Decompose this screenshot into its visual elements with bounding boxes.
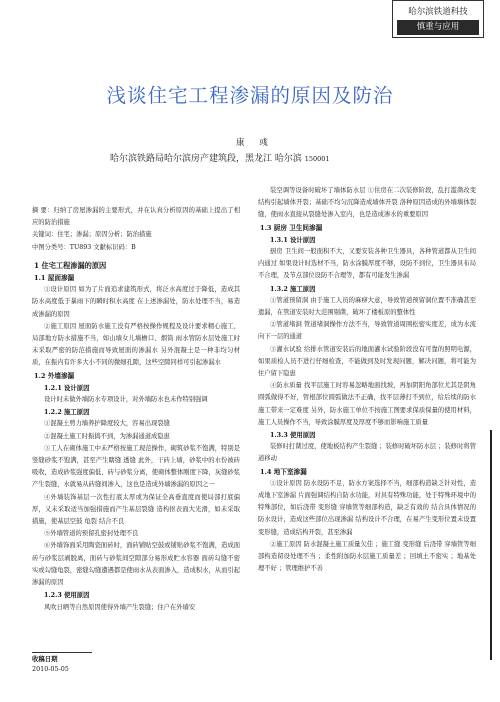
body-paragraph: ③灌水试验 给排水管道安装后的地面灌水试验阶段没有可靠的照明电源，如果质检人员不进行仔细检查，不能做到及时发现问题，解决问题，将可能为住户留下隐患 (258, 345, 476, 378)
section-heading: 1.2.1 设计原因 (44, 383, 90, 392)
body-paragraph: ②施工原因 屋面防水施工没有严格按操作规程及设计要求精心施工，局部地方防水措施不当，如山墙女儿墙檐口、烟筒 雨水管防水层处施工时未采取严密的防范措施而导致屋面的渗漏水 另外混凝土是一种非均匀材质，在振内有许多大小不同的微细孔隙，这些空隙同样可引起渗漏水 (32, 322, 240, 367)
journal-name: 哈尔滨铁道科技 (408, 7, 468, 17)
section-heading: 1.3.2 施工原因 (270, 284, 316, 293)
body-paragraph: 装修时打凿过度，使地板结构产生裂缝 ；装修时破坏防水层 ；装修时将管道移动 (258, 443, 476, 463)
section-heading: 1.2 外墙渗漏 (34, 371, 75, 380)
section-heading: 1.3 厨房 卫生间渗漏 (260, 223, 323, 232)
body-paragraph: 风吹日晒等自然原因使得外墙产生裂缝；住户在外墙安 (44, 603, 196, 611)
section-heading: 1.4 地下室渗漏 (260, 467, 307, 476)
abstract-text: 摘 要：归纳了房屋渗漏的主要形式，并在认真分析原因的基础上提出了相应的防治措施 (32, 207, 240, 227)
journal-section-bar: 慎重与应用 (397, 20, 479, 35)
author-affiliation (110, 151, 330, 164)
body-paragraph: 厨房 卫生间一般面积不大，又要安装各种卫生器具，各种管道都从卫生间内通过 如果设计时选材不当，防水涂膜厚度不够，设防不到位，卫生器具布局不合理，及节点部位设防不合理等，都有可能发生渗漏 (258, 248, 476, 280)
abstract-block (32, 205, 240, 254)
journal-header-box (392, 0, 484, 38)
body-paragraph: 装空调等设备时破坏了墙体防水层 ①住房在二次装修阶段，乱打滥凿改变结构引起墙体开裂；基础不均匀沉降造成墙体开裂 洛种原因造成的外墙墙体裂缝，使雨水直接从裂缝处渗入室内，也是造成渗水的重要原因 (258, 187, 476, 219)
right-column (258, 185, 476, 576)
author-name: 康 彧 (236, 138, 274, 148)
section-heading: 1.3.1 设计原因 (270, 235, 316, 244)
affiliation-text: 哈尔滨铁路局哈尔滨房产建筑段，黑龙江 哈尔滨 (110, 154, 302, 164)
body-paragraph: ③工人在砌体施工中未严格按施工现范操作，砌筑砂浆不饱满，特别是竖缝砂浆不饱满，甚至产生瞎缝 透缝 此外，干砖上墙，砂浆中的水份被砖吸收，造成砂浆强度偏低，砖与砂浆分离，使砌体整体刚度下降，灰缝砂浆产生裂缝，水就易从砖缝间渗入，这也是造成外墙渗漏的原因之一 (32, 444, 240, 489)
body-paragraph: ②施工原因 防水混凝土施工质量欠佳 ；施工缝 变形缝 后浇带 穿墙管等细部构造留设处理不当 ；柔性附加防水层施工质量差 ；回填土不密实 ；地基处理不好 ；管理维护不善 (258, 540, 476, 573)
body-paragraph: 设计时未做外墙防水专项设计，对外墙防水也未作特别强调 (44, 396, 208, 404)
body-paragraph: ④外墙装饰基层一次性打底太厚或为保证全高垂直度而使局部打底偏厚，又未采取适当加强措施而产生基层裂缝 造构抠表面大光滑，如未采取措施，使基层空鼓 龟裂 结合不良 (32, 493, 240, 526)
body-paragraph: ④防水质量 找平层施工时容易忽略地面找坡，再加阴阳角部位尤其是阴角圆弧做得不好，管根部位圆弧做法不正确，找平层薄打不到位，给后续的防水施工带来一定难度 另外，防水施工单位不按施工图要求保质保量的使用材料，施工人员操作不当，导致涂膜厚度及厚度不够而影响施工质量 (258, 382, 476, 426)
footnote-rule (32, 652, 92, 653)
page-edge-rule (490, 430, 492, 660)
section-heading: 1.2.2 施工原因 (44, 408, 90, 417)
classification: 中图分类号：TU893 文献标识码：B (32, 243, 136, 251)
body-paragraph: ⑥外墙饰面采用陶瓷面砖时，面砖铺贴空鼓或铺贴砂浆不饱满，造成面砖与砂浆层剥脱离，面砖与砂浆间空隙部分易形成贮水容器 面砖勾缝不密实或勾缝龟裂，密缝勾缝遭遇都是使雨水从表面渗入，造成积水，从而引起渗漏的原因 (32, 542, 240, 587)
body-paragraph: ②混凝土施工时振捣不到，为渗漏通道成隐患 (44, 432, 170, 440)
received-date: 2010-05-05 (32, 665, 69, 673)
body-paragraph: ①混凝土剪力墙养护降度较大，容易出现裂缝 (44, 420, 170, 428)
paper-title: 浅谈住宅工程渗漏的原因及防治 (106, 84, 394, 107)
section-heading: 1.1 屋面渗漏 (34, 274, 75, 283)
section-heading: 1.3.3 使用原因 (270, 431, 316, 440)
left-body (32, 260, 240, 614)
footnote (32, 654, 69, 674)
right-body (258, 185, 476, 576)
received-label: 收稿日期 (32, 655, 58, 663)
body-paragraph: ②管道堵洞 管道堵洞操作方法不当，导致管道周围松密实度差，成为水流向下一层的通道 (258, 321, 476, 341)
body-paragraph: ①设计原因 如为了片面追求建筑形式，将泛水高度过于降低，造成其防水高度低于暴雨下的瞬时积水高度 在上述渗漏处，防水处理不当，易造成渗漏的原因 (32, 286, 240, 318)
body-paragraph: ①设计原因 防水设防不足，防水方案选择不当，细部构造缺乏针对性，造成地下室渗漏 片面强调结构自防水功能，对具有特殊功能，处于特殊环境中的特殊部位，如后浇带 变形缝 穿墙管等细部构造，缺乏有效的 结合具体情况的防水设计，造成这些部位出现渗漏 结构设计不合理，在易产生变形位置未设置变形缝，造成结构开裂，甚至渗漏 (258, 479, 476, 536)
keywords: 关键词：住宅；渗漏；原因分析；防治措施 (32, 231, 152, 239)
left-column (32, 205, 240, 614)
section-heading: 1 住宅工程渗漏的原因 (34, 260, 107, 270)
body-paragraph: ①管道预留洞 由于施工人员的麻痹大意，导致管道预留洞位置不准确甚至遗漏，在管道安装时大范围剔凿，破坏了楼板原的整体性 (258, 296, 476, 317)
section-heading: 1.2.3 使用原因 (44, 591, 90, 600)
body-paragraph: ⑤外墙管道的预留孔密封处理不良 (44, 530, 139, 538)
postcode: 150001 (304, 155, 330, 163)
